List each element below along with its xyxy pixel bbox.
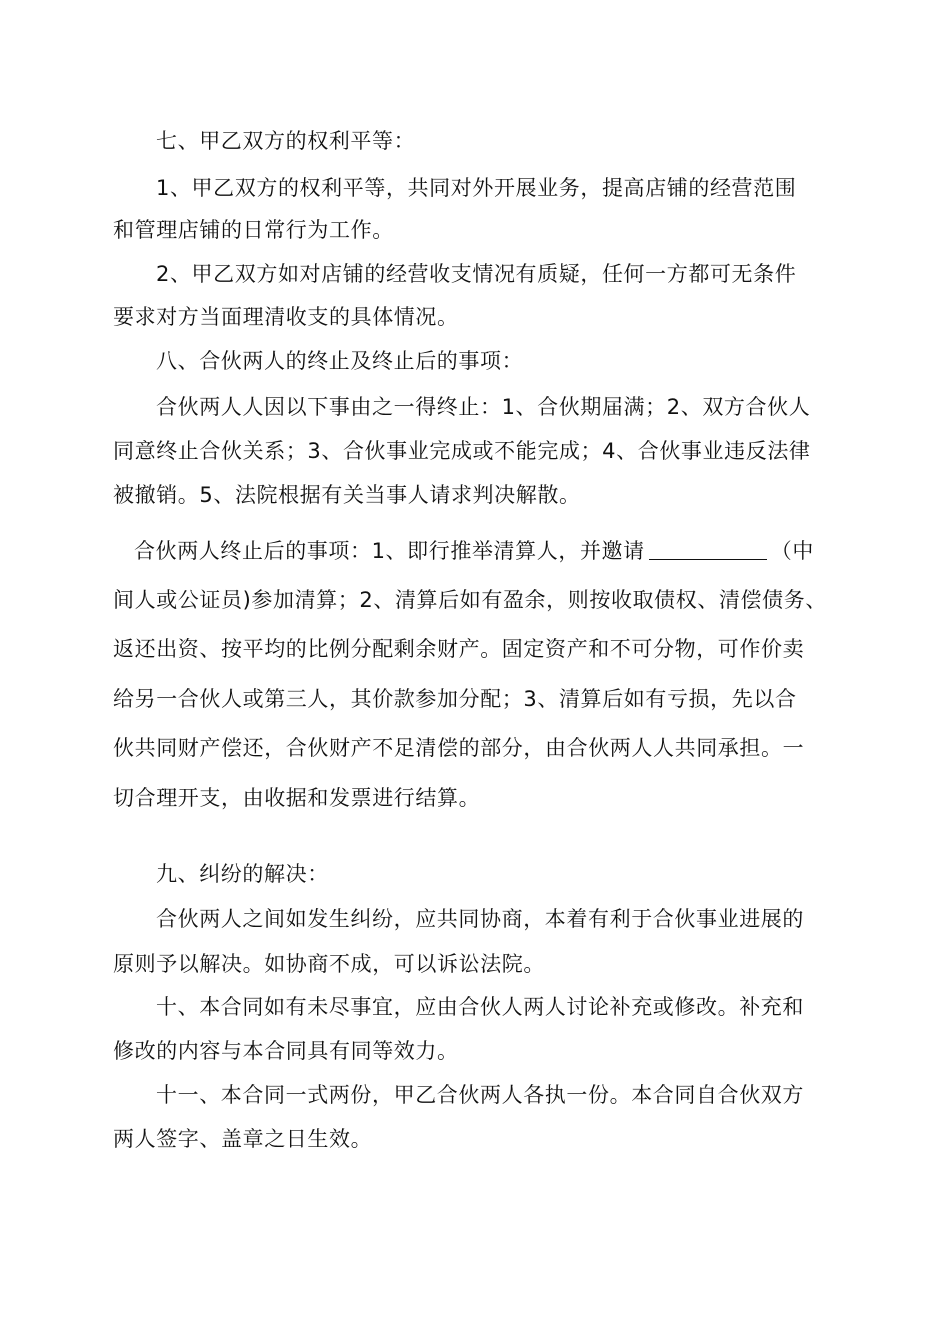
paragraph-text: 合伙两人终止后的事项：1、即行推举清算人，并邀请: [134, 539, 645, 563]
section-heading-7: 七、甲乙双方的权利平等：: [156, 129, 416, 153]
paragraph-line: 切合理开支，由收据和发票进行结算。: [113, 786, 481, 810]
paragraph-line: 合伙两人人因以下事由之一得终止：1、合伙期届满；2、双方合伙人: [156, 395, 811, 419]
paragraph-line: 2、甲乙双方如对店铺的经营收支情况有质疑，任何一方都可无条件: [156, 262, 797, 286]
paragraph-line: 修改的内容与本合同具有同等效力。: [113, 1039, 459, 1063]
paragraph-line: 原则予以解决。如协商不成，可以诉讼法院。: [113, 952, 545, 976]
paragraph-line: 被撤销。5、法院根据有关当事人请求判决解散。: [113, 483, 581, 507]
paragraph-line: 给另一合伙人或第三人，其价款参加分配；3、清算后如有亏损，先以合: [113, 687, 797, 711]
section-heading-8: 八、合伙两人的终止及终止后的事项：: [156, 349, 524, 373]
paragraph-line-with-blank: [134, 537, 814, 565]
paragraph-line: 十一、本合同一式两份，甲乙合伙两人各执一份。本合同自合伙双方: [156, 1083, 804, 1107]
paragraph-line: 同意终止合伙关系；3、合伙事业完成或不能完成；4、合伙事业违反法律: [113, 439, 811, 463]
fill-in-blank[interactable]: [649, 539, 767, 560]
paragraph-line: 1、甲乙双方的权利平等，共同对外开展业务，提高店铺的经营范围: [156, 176, 797, 200]
paragraph-line: 合伙两人之间如发生纠纷，应共同协商，本着有利于合伙事业进展的: [156, 907, 804, 931]
paragraph-line: 十、本合同如有未尽事宜，应由合伙人两人讨论补充或修改。补充和: [156, 995, 804, 1019]
paragraph-line: 两人签字、盖章之日生效。: [113, 1127, 373, 1151]
paragraph-line: 要求对方当面理清收支的具体情况。: [113, 305, 459, 329]
paragraph-text: （中: [770, 539, 814, 563]
section-heading-9: 九、纠纷的解决：: [156, 862, 329, 886]
paragraph-line: 伙共同财产偿还，合伙财产不足清偿的部分，由合伙两人人共同承担。一: [113, 736, 805, 760]
paragraph-line: 和管理店铺的日常行为工作。: [113, 218, 394, 242]
paragraph-line: 间人或公证员)参加清算；2、清算后如有盈余，则按收取债权、清偿债务、: [113, 588, 827, 612]
paragraph-line: 返还出资、按平均的比例分配剩余财产。固定资产和不可分物，可作价卖: [113, 637, 805, 661]
